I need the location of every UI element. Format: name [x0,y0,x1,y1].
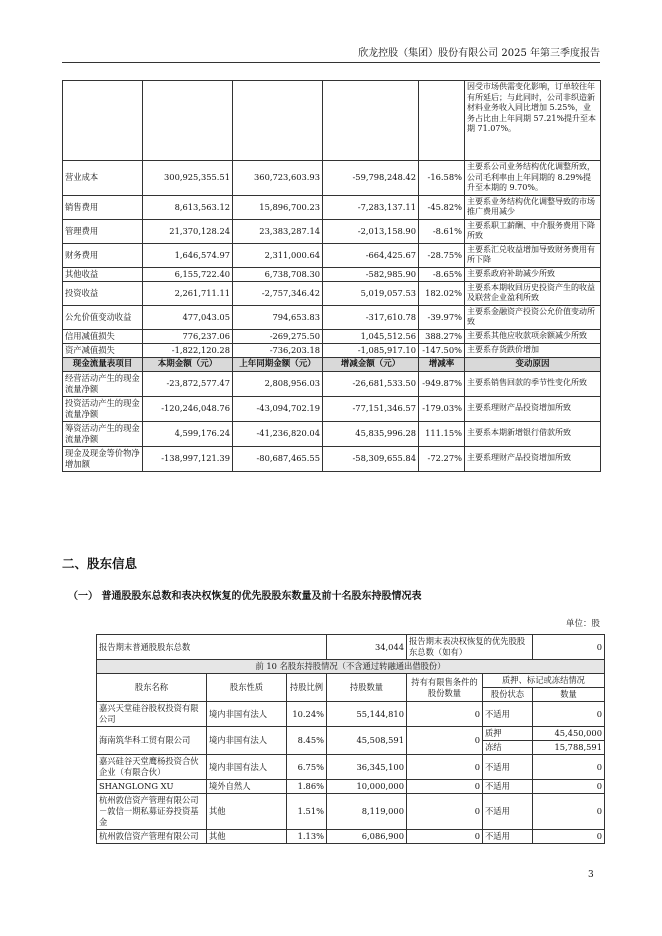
col-nature: 股东性质 [207,674,287,702]
prior-amount: 360,723,603.93 [233,161,323,196]
change-reason: 主要系业务结构优化调整导致的市场推广费用减少 [465,195,601,219]
change-reason: 主要系本期收回历史投资产生的收益及联营企业盈利所致 [465,281,601,305]
prior-amount: -41,236,820.04 [233,421,323,446]
holder-ratio: 8.45% [287,727,327,755]
table-row [97,727,605,741]
holder-count: 0 [533,780,605,794]
change-rate: -8.61% [419,219,465,243]
holder-ratio: 10.24% [287,702,327,727]
change-amount: 1,045,512.56 [323,329,419,343]
col-count: 数量 [533,688,605,702]
holder-name: 杭州敦信资产管理有限公司－敦信一期私募证券投资基金 [97,794,207,830]
change-rate: -8.65% [419,267,465,281]
holder-restricted: 0 [407,755,483,780]
holder-restricted: 0 [407,830,483,844]
row-item: 筹资活动产生的现金流量净额 [63,421,143,446]
change-rate: 182.02% [419,281,465,305]
shareholder-table [96,634,605,844]
holder-status: 不适用 [483,780,533,794]
holder-name: 嘉兴硅谷天堂鹰杨投资合伙企业（有限合伙） [97,755,207,780]
current-amount: 1,646,574.97 [143,243,233,267]
holder-nature: 境内非国有法人 [207,727,287,755]
table-row [63,305,601,329]
row-item: 现金及现金等价物净增加额 [63,446,143,471]
cash-header-reason: 变动原因 [465,357,601,371]
holder-status: 不适用 [483,794,533,830]
change-amount: -1,085,917.10 [323,343,419,357]
table-row [97,794,605,830]
current-amount: 300,925,355.51 [143,161,233,196]
holder-restricted: 0 [407,702,483,727]
col-name: 股东名称 [97,674,207,702]
change-amount: -2,013,158.90 [323,219,419,243]
holder-qty: 6,086,900 [327,830,407,844]
page-number: 3 [588,870,594,880]
change-reason: 主要系本期新增银行借款所致 [465,421,601,446]
row-item: 管理费用 [63,219,143,243]
current-amount: -120,246,048.76 [143,396,233,421]
change-rate: 388.27% [419,329,465,343]
holder-count: 0 [533,830,605,844]
holder-status: 不适用 [483,755,533,780]
table-row [63,243,601,267]
current-amount: 4,599,176.24 [143,421,233,446]
change-rate: -147.50% [419,343,465,357]
table-row [63,371,601,396]
prior-amount: -269,275.50 [233,329,323,343]
current-amount: 8,613,563.12 [143,195,233,219]
holder-nature: 其他 [207,794,287,830]
holder-qty: 45,508,591 [327,727,407,755]
financial-change-table [62,80,601,472]
table-row [97,780,605,794]
table-row [63,161,601,196]
row-item: 财务费用 [63,243,143,267]
holder-ratio: 1.86% [287,780,327,794]
change-rate: 111.15% [419,421,465,446]
cash-header-row [63,357,601,371]
current-amount: -138,997,121.39 [143,446,233,471]
row-item: 投资活动产生的现金流量净额 [63,396,143,421]
holder-nature: 境内非国有法人 [207,702,287,727]
col-qty: 持股数量 [327,674,407,702]
current-amount: -23,872,577.47 [143,371,233,396]
table-row [63,267,601,281]
change-reason: 主要系金融资产投资公允价值变动所致 [465,305,601,329]
table-row [63,81,601,161]
table-row [97,660,605,674]
row-item: 资产减值损失 [63,343,143,357]
subsection-title: （一） 普通股股东总数和表决权恢复的优先股股东数量及前十名股东持股情况表 [68,591,422,602]
row-item: 信用减值损失 [63,329,143,343]
holder-nature: 境外自然人 [207,780,287,794]
holder-qty: 36,345,100 [327,755,407,780]
change-reason: 主要系职工薪酬、中介服务费用下降所致 [465,219,601,243]
prior-amount: -43,094,702.19 [233,396,323,421]
unit-label: 单位：股 [565,619,600,629]
header-divider [62,62,600,63]
report-header: 欣龙控股（集团）股份有限公司 2025 年第三季度报告 [358,48,600,59]
holder-name: SHANGLONG XU [97,780,207,794]
change-amount: 45,835,996.28 [323,421,419,446]
table-row [97,830,605,844]
row-item: 经营活动产生的现金流量净额 [63,371,143,396]
row-item: 销售费用 [63,195,143,219]
holder-qty: 10,000,000 [327,780,407,794]
change-reason: 主要系汇兑收益增加导致财务费用有所下降 [465,243,601,267]
current-amount: 776,237.06 [143,329,233,343]
col-restricted: 持有有限售条件的股份数量 [407,674,483,702]
current-amount: 2,261,711.11 [143,281,233,305]
change-rate: -72.27% [419,446,465,471]
top10-title: 前 10 名股东持股情况（不含通过转融通出借股份） [97,660,605,674]
change-amount: -77,151,346.57 [323,396,419,421]
holder-count: 0 [533,794,605,830]
holder-count: 0 [533,702,605,727]
change-amount: -317,610.78 [323,305,419,329]
col-status: 股份状态 [483,688,533,702]
total-holders-value: 34,044 [327,635,407,660]
holder-qty: 55,144,810 [327,702,407,727]
holder-name: 海南筑华科工贸有限公司 [97,727,207,755]
change-rate: -949.87% [419,371,465,396]
table-row [63,281,601,305]
holder-nature: 其他 [207,830,287,844]
change-reason: 主要系存货跌价增加 [465,343,601,357]
prior-amount: -80,687,465.55 [233,446,323,471]
col-ratio: 持股比例 [287,674,327,702]
pref-holders-label: 报告期末表决权恢复的优先股股东总数（如有） [407,635,533,660]
table-row [63,329,601,343]
holder-count: 45,450,000 [533,727,605,741]
table-row [63,421,601,446]
holder-name: 嘉兴天堂硅谷股权投资有限公司 [97,702,207,727]
holder-status: 质押 [483,727,533,741]
table-row [63,343,601,357]
change-reason: 主要系理财产品投资增加所致 [465,446,601,471]
current-amount: -1,822,120.28 [143,343,233,357]
row-item: 公允价值变动收益 [63,305,143,329]
change-rate: -179.03% [419,396,465,421]
cash-header-prior: 上年同期金额（元） [233,357,323,371]
holder-ratio: 1.13% [287,830,327,844]
cash-header-current: 本期金额（元） [143,357,233,371]
change-rate: -45.82% [419,195,465,219]
table-row [97,635,605,660]
change-amount: -59,798,248.42 [323,161,419,196]
prior-amount: 6,738,708.30 [233,267,323,281]
cash-header-rate: 增减率 [419,357,465,371]
holder-status: 不适用 [483,702,533,727]
holder-restricted: 0 [407,780,483,794]
prior-amount: -736,203.18 [233,343,323,357]
holder-status: 不适用 [483,830,533,844]
table-row [63,446,601,471]
table-row [97,702,605,727]
row-item: 其他收益 [63,267,143,281]
cash-header-change: 增减金额（元） [323,357,419,371]
prior-amount: 2,808,956.03 [233,371,323,396]
change-reason: 主要系政府补助减少所致 [465,267,601,281]
pref-holders-value: 0 [533,635,605,660]
table-header-row [97,674,605,688]
change-amount: -664,425.67 [323,243,419,267]
change-reason: 主要系理财产品投资增加所致 [465,396,601,421]
table-row [63,195,601,219]
holder-name: 杭州敦信资产管理有限公司 [97,830,207,844]
table-row [63,396,601,421]
holder-status: 冻结 [483,741,533,755]
holder-nature: 境内非国有法人 [207,755,287,780]
current-amount: 21,370,128.24 [143,219,233,243]
table-row [97,755,605,780]
change-amount: -7,283,137.11 [323,195,419,219]
holder-ratio: 1.51% [287,794,327,830]
change-amount: -58,309,655.84 [323,446,419,471]
prior-amount: 15,896,700.23 [233,195,323,219]
col-pledge: 质押、标记或冻结情况 [483,674,605,688]
top-note: 因受市场供需变化影响，订单较往年有所延后；与此同时，公司非织造新材料业务收入同比增加 5.25%，业务占比由上年同期 57.21%提升至本期 71.07%。 [465,81,601,161]
change-reason: 主要系公司业务结构优化调整所致，公司毛利率由上年同期的 8.29%提升至本期的 9.70%。 [465,161,601,196]
change-rate: -39.97% [419,305,465,329]
prior-amount: 794,653.83 [233,305,323,329]
cash-header-item: 现金流量表项目 [63,357,143,371]
table-row [63,219,601,243]
change-amount: 5,019,057.53 [323,281,419,305]
holder-restricted: 0 [407,794,483,830]
row-item: 投资收益 [63,281,143,305]
total-holders-label: 报告期末普通股股东总数 [97,635,327,660]
holder-count: 0 [533,755,605,780]
current-amount: 477,043.05 [143,305,233,329]
holder-qty: 8,119,000 [327,794,407,830]
holder-ratio: 6.75% [287,755,327,780]
change-amount: -26,681,533.50 [323,371,419,396]
holder-count: 15,788,591 [533,741,605,755]
holder-restricted: 0 [407,727,483,755]
change-rate: -28.75% [419,243,465,267]
current-amount: 6,155,722.40 [143,267,233,281]
change-amount: -582,985.90 [323,267,419,281]
change-reason: 主要系销售回款的季节性变化所致 [465,371,601,396]
change-reason: 主要系其他应收款项余额减少所致 [465,329,601,343]
prior-amount: -2,757,346.42 [233,281,323,305]
row-item: 营业成本 [63,161,143,196]
prior-amount: 2,311,000.64 [233,243,323,267]
prior-amount: 23,383,287.14 [233,219,323,243]
section-title: 二、股东信息 [62,556,138,571]
change-rate: -16.58% [419,161,465,196]
